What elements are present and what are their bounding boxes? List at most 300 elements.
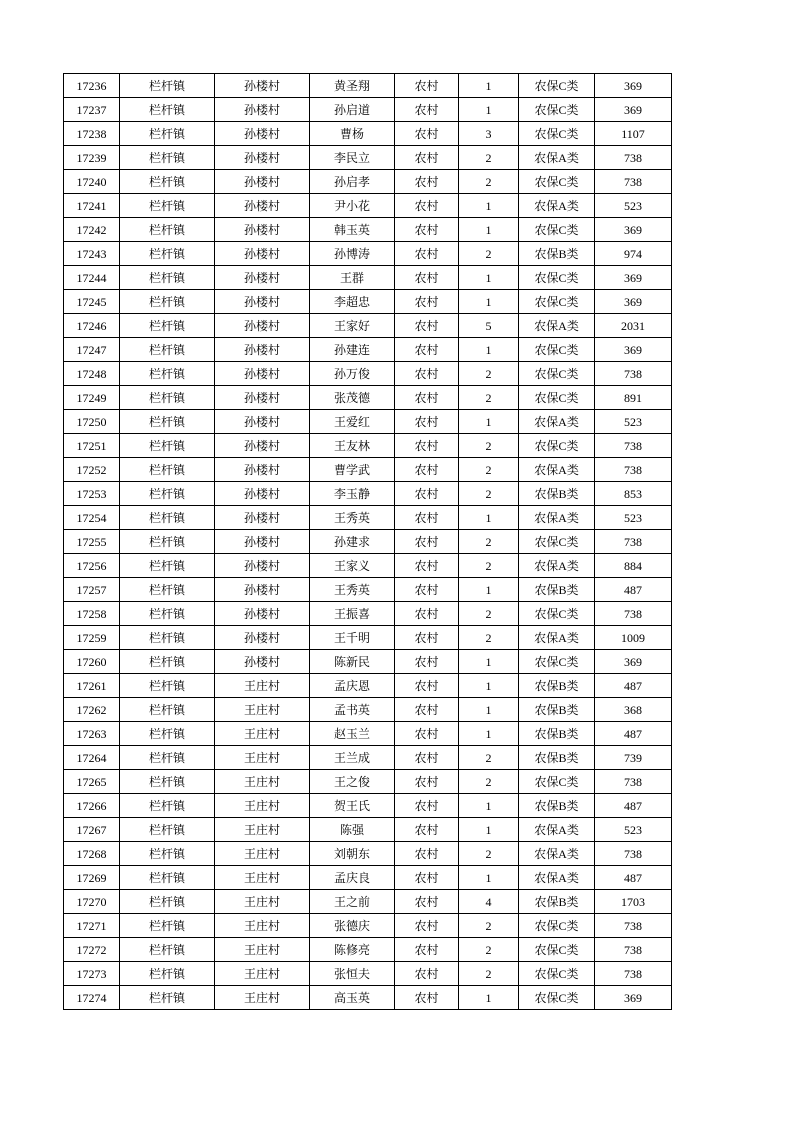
table-cell-amount: 2031 — [595, 314, 672, 338]
table-row — [64, 458, 672, 482]
table-cell-town: 栏杆镇 — [120, 434, 215, 458]
table-cell-type: 农村 — [395, 242, 459, 266]
table-cell-village: 王庄村 — [215, 818, 310, 842]
table-cell-village: 孙楼村 — [215, 362, 310, 386]
table-cell-type: 农村 — [395, 218, 459, 242]
table-cell-name: 王家义 — [310, 554, 395, 578]
table-cell-village: 孙楼村 — [215, 458, 310, 482]
table-cell-town: 栏杆镇 — [120, 674, 215, 698]
table-row — [64, 986, 672, 1010]
table-cell-id: 17245 — [64, 290, 120, 314]
table-cell-category: 农保C类 — [519, 386, 595, 410]
table-cell-amount: 1703 — [595, 890, 672, 914]
table-row — [64, 626, 672, 650]
table-cell-count: 1 — [459, 578, 519, 602]
table-cell-town: 栏杆镇 — [120, 722, 215, 746]
table-cell-village: 王庄村 — [215, 914, 310, 938]
table-row — [64, 266, 672, 290]
table-cell-amount: 487 — [595, 674, 672, 698]
table-cell-town: 栏杆镇 — [120, 314, 215, 338]
table-cell-count: 2 — [459, 482, 519, 506]
table-cell-type: 农村 — [395, 674, 459, 698]
table-cell-type: 农村 — [395, 434, 459, 458]
table-cell-category: 农保A类 — [519, 626, 595, 650]
table-cell-category: 农保C类 — [519, 434, 595, 458]
table-cell-count: 2 — [459, 626, 519, 650]
table-cell-town: 栏杆镇 — [120, 122, 215, 146]
table-cell-type: 农村 — [395, 386, 459, 410]
table-cell-village: 孙楼村 — [215, 482, 310, 506]
table-cell-type: 农村 — [395, 914, 459, 938]
table-cell-type: 农村 — [395, 506, 459, 530]
table-cell-count: 1 — [459, 218, 519, 242]
table-cell-type: 农村 — [395, 314, 459, 338]
table-cell-name: 张恒夫 — [310, 962, 395, 986]
table-cell-village: 孙楼村 — [215, 170, 310, 194]
table-row — [64, 506, 672, 530]
table-cell-village: 孙楼村 — [215, 602, 310, 626]
table-cell-town: 栏杆镇 — [120, 770, 215, 794]
data-table — [63, 73, 672, 1010]
table-cell-amount: 369 — [595, 74, 672, 98]
table-cell-type: 农村 — [395, 338, 459, 362]
table-cell-amount: 738 — [595, 602, 672, 626]
table-cell-name: 王振喜 — [310, 602, 395, 626]
table-cell-name: 曹杨 — [310, 122, 395, 146]
table-cell-amount: 738 — [595, 962, 672, 986]
table-row — [64, 218, 672, 242]
table-cell-id: 17257 — [64, 578, 120, 602]
table-cell-category: 农保A类 — [519, 314, 595, 338]
table-cell-count: 1 — [459, 986, 519, 1010]
table-cell-amount: 738 — [595, 914, 672, 938]
table-cell-village: 孙楼村 — [215, 266, 310, 290]
table-cell-category: 农保A类 — [519, 506, 595, 530]
table-row — [64, 170, 672, 194]
table-cell-category: 农保A类 — [519, 818, 595, 842]
table-row — [64, 578, 672, 602]
table-cell-type: 农村 — [395, 410, 459, 434]
table-cell-village: 孙楼村 — [215, 146, 310, 170]
table-cell-name: 尹小花 — [310, 194, 395, 218]
table-cell-town: 栏杆镇 — [120, 866, 215, 890]
table-cell-id: 17258 — [64, 602, 120, 626]
table-cell-count: 5 — [459, 314, 519, 338]
table-cell-town: 栏杆镇 — [120, 146, 215, 170]
table-row — [64, 314, 672, 338]
table-cell-amount: 1107 — [595, 122, 672, 146]
table-cell-type: 农村 — [395, 578, 459, 602]
table-cell-id: 17274 — [64, 986, 120, 1010]
table-cell-id: 17272 — [64, 938, 120, 962]
table-row — [64, 434, 672, 458]
table-cell-count: 2 — [459, 602, 519, 626]
table-cell-town: 栏杆镇 — [120, 698, 215, 722]
table-cell-village: 王庄村 — [215, 938, 310, 962]
table-cell-count: 1 — [459, 266, 519, 290]
table-cell-id: 17269 — [64, 866, 120, 890]
table-cell-town: 栏杆镇 — [120, 338, 215, 362]
table-cell-type: 农村 — [395, 842, 459, 866]
table-cell-category: 农保A类 — [519, 866, 595, 890]
table-cell-id: 17263 — [64, 722, 120, 746]
table-cell-village: 孙楼村 — [215, 122, 310, 146]
table-cell-count: 2 — [459, 434, 519, 458]
table-cell-town: 栏杆镇 — [120, 290, 215, 314]
table-cell-category: 农保C类 — [519, 602, 595, 626]
table-cell-name: 李民立 — [310, 146, 395, 170]
table-cell-village: 王庄村 — [215, 770, 310, 794]
table-cell-type: 农村 — [395, 722, 459, 746]
table-cell-count: 2 — [459, 938, 519, 962]
table-cell-count: 2 — [459, 242, 519, 266]
table-cell-category: 农保C类 — [519, 74, 595, 98]
table-cell-town: 栏杆镇 — [120, 242, 215, 266]
table-cell-name: 张茂德 — [310, 386, 395, 410]
table-cell-name: 李玉静 — [310, 482, 395, 506]
table-row — [64, 122, 672, 146]
table-cell-name: 孟书英 — [310, 698, 395, 722]
table-cell-village: 王庄村 — [215, 842, 310, 866]
table-cell-type: 农村 — [395, 602, 459, 626]
table-cell-amount: 1009 — [595, 626, 672, 650]
table-cell-count: 2 — [459, 458, 519, 482]
table-cell-amount: 738 — [595, 146, 672, 170]
table-cell-name: 孙建求 — [310, 530, 395, 554]
table-cell-name: 孙启道 — [310, 98, 395, 122]
table-cell-type: 农村 — [395, 266, 459, 290]
table-cell-category: 农保C类 — [519, 962, 595, 986]
table-cell-category: 农保A类 — [519, 554, 595, 578]
table-row — [64, 362, 672, 386]
table-cell-amount: 739 — [595, 746, 672, 770]
table-cell-town: 栏杆镇 — [120, 602, 215, 626]
table-cell-category: 农保C类 — [519, 338, 595, 362]
table-cell-id: 17265 — [64, 770, 120, 794]
table-cell-type: 农村 — [395, 626, 459, 650]
table-cell-amount: 884 — [595, 554, 672, 578]
table-row — [64, 794, 672, 818]
table-row — [64, 98, 672, 122]
table-row — [64, 818, 672, 842]
table-cell-amount: 369 — [595, 98, 672, 122]
table-cell-type: 农村 — [395, 890, 459, 914]
table-row — [64, 602, 672, 626]
table-cell-amount: 487 — [595, 794, 672, 818]
table-cell-name: 陈强 — [310, 818, 395, 842]
table-cell-count: 2 — [459, 386, 519, 410]
table-cell-category: 农保C类 — [519, 218, 595, 242]
table-cell-town: 栏杆镇 — [120, 842, 215, 866]
table-cell-category: 农保B类 — [519, 722, 595, 746]
table-cell-town: 栏杆镇 — [120, 170, 215, 194]
table-cell-id: 17246 — [64, 314, 120, 338]
table-cell-type: 农村 — [395, 554, 459, 578]
table-cell-amount: 368 — [595, 698, 672, 722]
table-cell-id: 17240 — [64, 170, 120, 194]
table-cell-category: 农保C类 — [519, 122, 595, 146]
table-cell-count: 2 — [459, 530, 519, 554]
table-cell-amount: 523 — [595, 818, 672, 842]
table-cell-type: 农村 — [395, 290, 459, 314]
table-cell-amount: 738 — [595, 458, 672, 482]
table-cell-name: 王群 — [310, 266, 395, 290]
table-row — [64, 938, 672, 962]
table-cell-name: 王友林 — [310, 434, 395, 458]
table-cell-id: 17261 — [64, 674, 120, 698]
table-row — [64, 410, 672, 434]
table-cell-count: 2 — [459, 842, 519, 866]
table-cell-id: 17260 — [64, 650, 120, 674]
table-cell-type: 农村 — [395, 458, 459, 482]
table-cell-type: 农村 — [395, 962, 459, 986]
table-cell-category: 农保C类 — [519, 170, 595, 194]
table-cell-amount: 738 — [595, 170, 672, 194]
table-cell-name: 孟庆恩 — [310, 674, 395, 698]
table-cell-type: 农村 — [395, 530, 459, 554]
table-cell-type: 农村 — [395, 194, 459, 218]
table-row — [64, 338, 672, 362]
table-cell-name: 赵玉兰 — [310, 722, 395, 746]
table-cell-village: 王庄村 — [215, 722, 310, 746]
table-cell-id: 17247 — [64, 338, 120, 362]
table-cell-category: 农保B类 — [519, 698, 595, 722]
table-cell-name: 高玉英 — [310, 986, 395, 1010]
table-cell-amount: 369 — [595, 218, 672, 242]
table-cell-town: 栏杆镇 — [120, 74, 215, 98]
table-cell-name: 陈修亮 — [310, 938, 395, 962]
table-cell-village: 孙楼村 — [215, 314, 310, 338]
table-cell-id: 17248 — [64, 362, 120, 386]
table-cell-village: 孙楼村 — [215, 578, 310, 602]
table-cell-town: 栏杆镇 — [120, 746, 215, 770]
table-cell-count: 1 — [459, 74, 519, 98]
table-cell-category: 农保C类 — [519, 986, 595, 1010]
table-cell-id: 17254 — [64, 506, 120, 530]
table-cell-town: 栏杆镇 — [120, 218, 215, 242]
table-cell-name: 黄圣翔 — [310, 74, 395, 98]
table-row — [64, 482, 672, 506]
table-cell-amount: 738 — [595, 842, 672, 866]
table-cell-count: 1 — [459, 98, 519, 122]
table-cell-village: 孙楼村 — [215, 554, 310, 578]
table-cell-name: 王秀英 — [310, 506, 395, 530]
table-cell-type: 农村 — [395, 986, 459, 1010]
table-cell-count: 1 — [459, 650, 519, 674]
table-cell-amount: 853 — [595, 482, 672, 506]
table-cell-type: 农村 — [395, 746, 459, 770]
table-cell-name: 王秀英 — [310, 578, 395, 602]
table-cell-count: 1 — [459, 794, 519, 818]
table-cell-category: 农保C类 — [519, 266, 595, 290]
table-cell-count: 1 — [459, 674, 519, 698]
table-cell-amount: 369 — [595, 290, 672, 314]
table-cell-category: 农保C类 — [519, 362, 595, 386]
table-cell-name: 王家好 — [310, 314, 395, 338]
table-cell-village: 孙楼村 — [215, 650, 310, 674]
table-cell-town: 栏杆镇 — [120, 506, 215, 530]
table-cell-town: 栏杆镇 — [120, 362, 215, 386]
table-cell-name: 王兰成 — [310, 746, 395, 770]
table-cell-category: 农保B类 — [519, 242, 595, 266]
table-cell-category: 农保C类 — [519, 938, 595, 962]
table-cell-amount: 738 — [595, 770, 672, 794]
table-cell-type: 农村 — [395, 938, 459, 962]
table-cell-name: 韩玉英 — [310, 218, 395, 242]
table-cell-amount: 369 — [595, 986, 672, 1010]
table-cell-id: 17238 — [64, 122, 120, 146]
table-cell-type: 农村 — [395, 170, 459, 194]
table-cell-count: 2 — [459, 746, 519, 770]
table-cell-village: 孙楼村 — [215, 290, 310, 314]
table-cell-count: 2 — [459, 770, 519, 794]
table-cell-id: 17255 — [64, 530, 120, 554]
table-cell-count: 1 — [459, 194, 519, 218]
table-cell-category: 农保A类 — [519, 458, 595, 482]
table-cell-id: 17239 — [64, 146, 120, 170]
table-cell-amount: 487 — [595, 866, 672, 890]
table-cell-count: 4 — [459, 890, 519, 914]
table-row — [64, 962, 672, 986]
table-cell-name: 张德庆 — [310, 914, 395, 938]
table-row — [64, 746, 672, 770]
table-cell-village: 王庄村 — [215, 794, 310, 818]
table-cell-town: 栏杆镇 — [120, 482, 215, 506]
table-cell-amount: 369 — [595, 650, 672, 674]
table-cell-count: 2 — [459, 962, 519, 986]
table-cell-town: 栏杆镇 — [120, 890, 215, 914]
table-cell-amount: 487 — [595, 578, 672, 602]
table-row — [64, 698, 672, 722]
table-row — [64, 242, 672, 266]
table-row — [64, 770, 672, 794]
table-sheet — [63, 73, 671, 1010]
table-cell-town: 栏杆镇 — [120, 530, 215, 554]
table-cell-amount: 738 — [595, 938, 672, 962]
table-cell-town: 栏杆镇 — [120, 458, 215, 482]
table-cell-id: 17242 — [64, 218, 120, 242]
table-cell-id: 17273 — [64, 962, 120, 986]
table-cell-type: 农村 — [395, 98, 459, 122]
table-cell-name: 王之俊 — [310, 770, 395, 794]
table-cell-id: 17262 — [64, 698, 120, 722]
table-cell-id: 17266 — [64, 794, 120, 818]
table-row — [64, 650, 672, 674]
table-cell-id: 17237 — [64, 98, 120, 122]
table-cell-village: 王庄村 — [215, 746, 310, 770]
table-cell-town: 栏杆镇 — [120, 386, 215, 410]
table-cell-town: 栏杆镇 — [120, 794, 215, 818]
table-cell-amount: 974 — [595, 242, 672, 266]
table-cell-village: 孙楼村 — [215, 386, 310, 410]
table-row — [64, 722, 672, 746]
table-row — [64, 194, 672, 218]
table-cell-type: 农村 — [395, 770, 459, 794]
table-cell-type: 农村 — [395, 122, 459, 146]
table-cell-village: 孙楼村 — [215, 338, 310, 362]
table-cell-id: 17271 — [64, 914, 120, 938]
table-row — [64, 554, 672, 578]
table-cell-town: 栏杆镇 — [120, 98, 215, 122]
table-cell-category: 农保C类 — [519, 770, 595, 794]
table-cell-town: 栏杆镇 — [120, 626, 215, 650]
table-cell-category: 农保C类 — [519, 530, 595, 554]
table-row — [64, 74, 672, 98]
table-cell-count: 1 — [459, 722, 519, 746]
table-cell-name: 贺王氏 — [310, 794, 395, 818]
table-cell-amount: 738 — [595, 434, 672, 458]
table-cell-category: 农保B类 — [519, 482, 595, 506]
table-cell-name: 陈新民 — [310, 650, 395, 674]
table-cell-village: 王庄村 — [215, 866, 310, 890]
table-cell-village: 孙楼村 — [215, 218, 310, 242]
table-cell-village: 王庄村 — [215, 698, 310, 722]
table-cell-village: 孙楼村 — [215, 410, 310, 434]
table-cell-town: 栏杆镇 — [120, 554, 215, 578]
table-cell-category: 农保C类 — [519, 650, 595, 674]
table-row — [64, 530, 672, 554]
table-cell-village: 王庄村 — [215, 890, 310, 914]
table-cell-village: 王庄村 — [215, 986, 310, 1010]
table-cell-village: 孙楼村 — [215, 74, 310, 98]
table-cell-id: 17241 — [64, 194, 120, 218]
table-cell-id: 17256 — [64, 554, 120, 578]
table-cell-town: 栏杆镇 — [120, 194, 215, 218]
table-cell-id: 17268 — [64, 842, 120, 866]
table-cell-id: 17251 — [64, 434, 120, 458]
table-cell-id: 17244 — [64, 266, 120, 290]
table-cell-count: 1 — [459, 818, 519, 842]
table-cell-count: 1 — [459, 698, 519, 722]
table-cell-id: 17252 — [64, 458, 120, 482]
table-cell-name: 曹学武 — [310, 458, 395, 482]
table-cell-id: 17270 — [64, 890, 120, 914]
table-cell-count: 2 — [459, 554, 519, 578]
table-cell-type: 农村 — [395, 650, 459, 674]
table-cell-town: 栏杆镇 — [120, 266, 215, 290]
table-cell-count: 1 — [459, 410, 519, 434]
table-cell-amount: 523 — [595, 410, 672, 434]
table-cell-count: 1 — [459, 290, 519, 314]
table-cell-village: 孙楼村 — [215, 626, 310, 650]
table-cell-id: 17236 — [64, 74, 120, 98]
table-cell-category: 农保A类 — [519, 146, 595, 170]
table-row — [64, 386, 672, 410]
table-cell-village: 孙楼村 — [215, 242, 310, 266]
table-cell-type: 农村 — [395, 794, 459, 818]
table-cell-town: 栏杆镇 — [120, 986, 215, 1010]
table-cell-town: 栏杆镇 — [120, 962, 215, 986]
table-cell-count: 2 — [459, 146, 519, 170]
table-cell-village: 孙楼村 — [215, 506, 310, 530]
table-cell-count: 1 — [459, 506, 519, 530]
table-cell-type: 农村 — [395, 482, 459, 506]
table-row — [64, 674, 672, 698]
table-cell-amount: 891 — [595, 386, 672, 410]
table-cell-town: 栏杆镇 — [120, 410, 215, 434]
table-row — [64, 914, 672, 938]
table-cell-village: 孙楼村 — [215, 98, 310, 122]
table-cell-town: 栏杆镇 — [120, 818, 215, 842]
table-cell-count: 1 — [459, 338, 519, 362]
table-cell-amount: 369 — [595, 338, 672, 362]
table-cell-id: 17264 — [64, 746, 120, 770]
table-cell-category: 农保C类 — [519, 98, 595, 122]
table-cell-name: 孙博涛 — [310, 242, 395, 266]
table-cell-name: 王之前 — [310, 890, 395, 914]
table-cell-name: 王爱红 — [310, 410, 395, 434]
table-cell-count: 2 — [459, 914, 519, 938]
